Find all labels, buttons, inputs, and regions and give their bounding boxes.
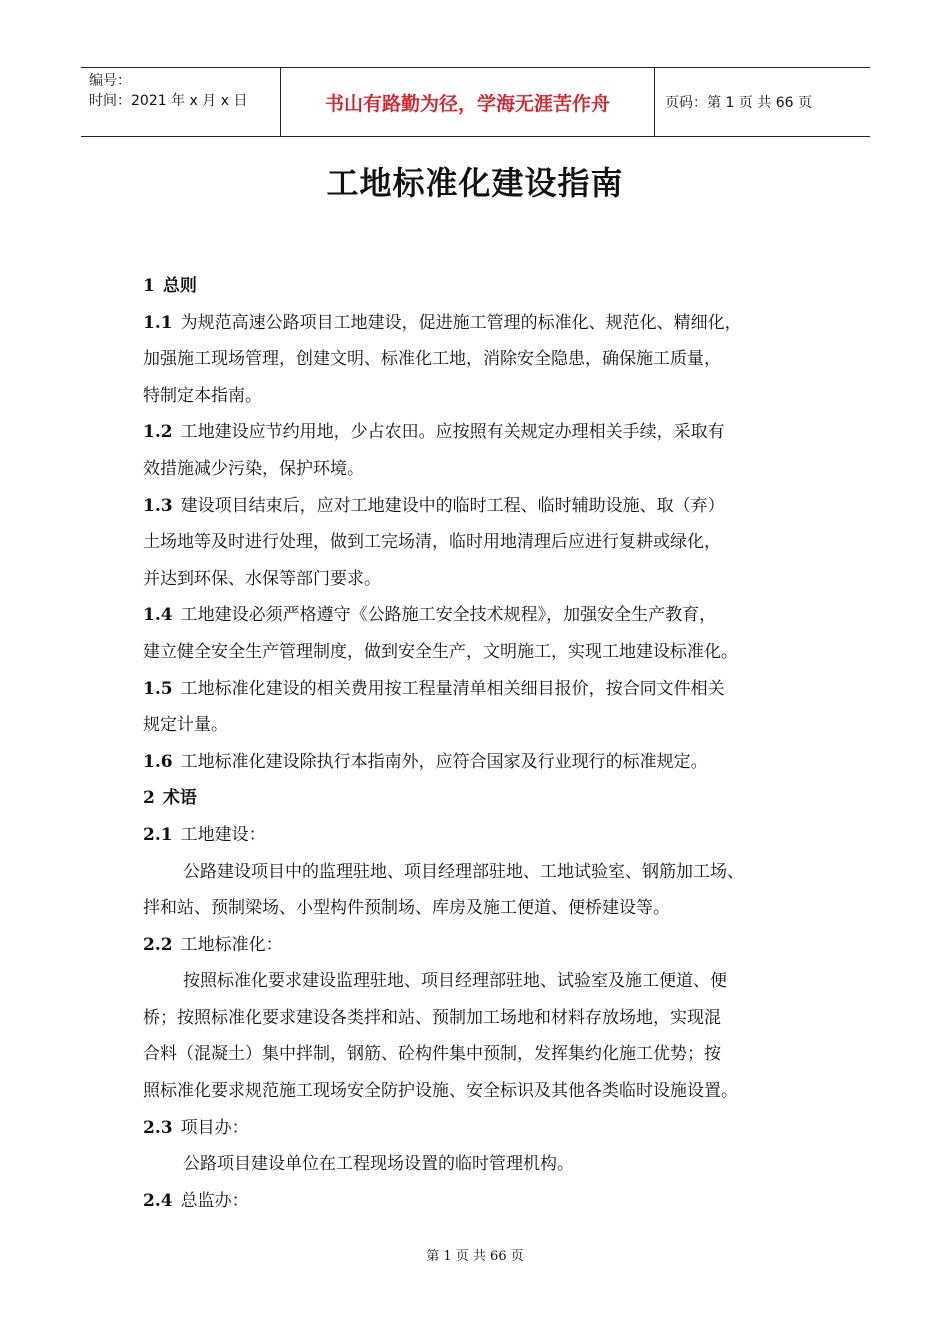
text-line [143,1110,823,1147]
line-text: 土场地等及时进行处理，做到工完场清，临时用地清理后应进行复耕或绿化， [143,532,721,553]
line-text: 建立健全安全生产管理制度，做到安全生产，文明施工，实现工地建设标准化。 [143,641,738,662]
line-text: 特制定本指南。 [143,385,262,406]
motto: 书山有路勤为径，学海无涯苦作舟 [281,68,655,136]
section-heading [143,268,823,305]
line-text: 项目办： [180,1117,249,1138]
text-line [143,451,823,488]
line-text: 总则 [162,276,197,296]
text-line [143,597,823,634]
line-text: 工地标准化建设的相关费用按工程量清单相关细目报价，按合同文件相关 [180,678,725,699]
line-text: 工地标准化： [180,934,283,955]
line-text: 工地建设： [180,824,266,845]
text-line [143,927,823,964]
text-line [143,488,823,525]
clause-number: 1 [143,276,155,296]
line-text: 工地标准化建设除执行本指南外，应符合国家及行业现行的标准规定。 [180,751,708,772]
clause-number: 2.2 [143,934,173,955]
text-line [143,378,823,415]
line-text: 合料（混凝土）集中拌制，钢筋、砼构件集中预制，发挥集约化施工优势；按 [143,1044,721,1065]
text-line [143,414,823,451]
line-text: 工地建设应节约用地，少占农田。应按照有关规定办理相关手续，采取有 [180,422,725,443]
date-text: 时间：2021 年 x 月 x 日 [89,93,248,109]
text-line [143,963,823,1000]
line-text: 公路项目建设单位在工程现场设置的临时管理机构。 [183,1154,574,1175]
text-line [143,854,823,891]
line-text: 规定计量。 [143,715,228,736]
line-text: 公路建设项目中的监理驻地、项目经理部驻地、工地试验室、钢筋加工场、 [183,861,744,882]
text-line [143,634,823,671]
clause-number: 1.4 [143,605,173,626]
text-line [143,1036,823,1073]
text-line [143,744,823,781]
document-title: 工地标准化建设指南 [326,164,624,202]
text-line [143,305,823,342]
header-meta-cell [81,68,281,136]
text-line [143,1073,823,1110]
clause-number: 2 [143,788,155,809]
text-line [143,1000,823,1037]
text-line [143,341,823,378]
line-text: 拌和站、预制梁场、小型构件预制场、库房及施工便道、便桥建设等。 [143,898,670,919]
section-heading [143,780,823,817]
clause-number: 2.3 [143,1117,173,1138]
text-line [143,1146,823,1183]
page-info: 页码：第 1 页 共 66 页 [665,95,812,111]
clause-number: 1.3 [143,495,173,516]
clause-number: 2.4 [143,1190,173,1211]
text-line [143,671,823,708]
line-text: 照标准化要求规范施工现场安全防护设施、安全标识及其他各类临时设施设置。 [143,1081,738,1102]
page-footer: 第 1 页 共 66 页 [426,1249,524,1264]
text-line [143,890,823,927]
line-text: 工地建设必须严格遵守《公路施工安全技术规程》，加强安全生产教育， [180,605,717,626]
text-line [143,524,823,561]
line-text: 并达到环保、水保等部门要求。 [143,568,381,589]
number-label: 编号： [89,73,131,89]
text-line [143,817,823,854]
line-text: 按照标准化要求建设监理驻地、项目经理部驻地、试验室及施工便道、便 [183,971,727,992]
line-text: 建设项目结束后，应对工地建设中的临时工程、临时辅助设施、取（弃） [180,495,725,516]
clause-number: 1.6 [143,751,173,772]
text-line [143,561,823,598]
line-text: 为规范高速公路项目工地建设，促进施工管理的标准化、规范化、精细化， [180,312,742,333]
clause-number: 2.1 [143,824,173,845]
document-body [143,268,823,1219]
line-text: 术语 [162,788,197,809]
text-line [143,1183,823,1220]
clause-number: 1.2 [143,422,173,443]
line-text: 桥；按照标准化要求建设各类拌和站、预制加工场地和材料存放场地，实现混 [143,1007,721,1028]
header-table [81,67,870,137]
clause-number: 1.1 [143,312,173,333]
line-text: 加强施工现场管理，创建文明、标准化工地，消除安全隐患，确保施工质量， [143,349,721,370]
line-text: 效措施减少污染，保护环境。 [143,458,364,479]
clause-number: 1.5 [143,678,173,699]
line-text: 总监办： [180,1190,249,1211]
text-line [143,707,823,744]
